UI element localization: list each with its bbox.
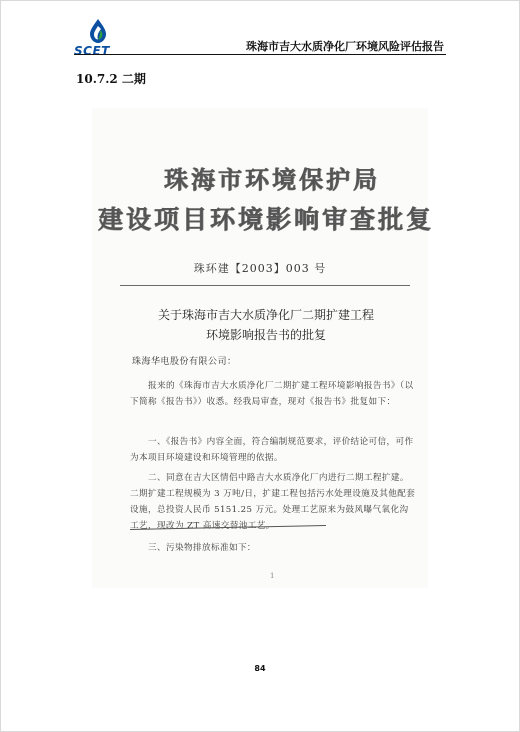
paragraph: 三、污染物排放标准如下： (148, 543, 256, 553)
document-title-line-2: 环境影响报告书的批复 (205, 328, 326, 342)
scet-logo (74, 18, 122, 58)
header-rule (74, 54, 446, 55)
logo-text: SCET (74, 44, 110, 58)
document-type-title: 建设项目环境影响审查批复 (98, 205, 435, 234)
scanned-approval-document (92, 108, 435, 588)
page-number: 84 (254, 664, 266, 673)
addressee: 珠海华电股份有限公司： (132, 357, 237, 367)
document-title-line-1: 关于珠海市吉大水质净化厂二期扩建工程 (157, 308, 374, 322)
paragraph: 一、《报告书》内容全面，符合编制规范要求，评价结论可信，可作为本项目环境建设和环境管理的依据。 (130, 437, 414, 463)
paragraph: 报来的《珠海市吉大水质净化厂二期扩建工程环境影响报告书》（以下简称《报告书》）收悉。经我局审查，现对《报告书》批复如下： (130, 381, 414, 407)
agency-name: 珠海市环境保护局 (164, 165, 380, 194)
document-rule (120, 285, 410, 286)
section-heading: 10.7.2 二期 (76, 72, 146, 86)
scan-page-mark: 1 (270, 572, 275, 580)
report-header-title: 珠海市吉大水质净化厂环境风险评估报告 (246, 40, 444, 53)
water-drop-logo-icon (87, 18, 109, 44)
paragraph: 二、同意在吉大区情侣中路吉大水质净化厂内进行二期工程扩建。二期扩建工程规模为 3 万吨/日，扩建工程包括污水处理设施及其他配套设施，总投资人民币 5151.25 万元。处理工艺原来为鼓风曝气氧化沟工艺，现改为 ZT 高速交替池工艺。 (130, 473, 416, 531)
document-number: 珠环建【2003】003 号 (193, 262, 327, 275)
